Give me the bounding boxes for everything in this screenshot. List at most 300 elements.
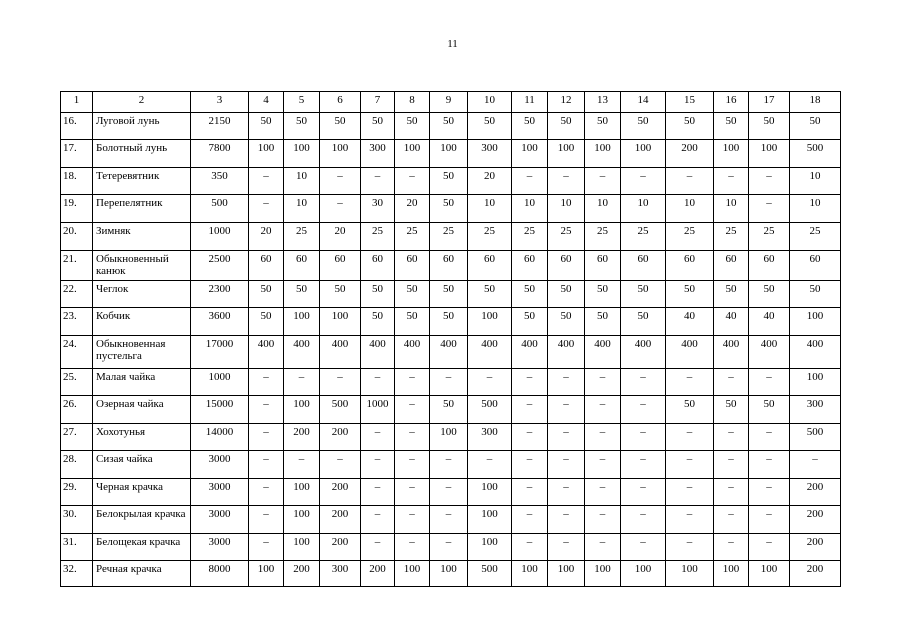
table-cell: 50 xyxy=(249,308,284,336)
column-header: 14 xyxy=(621,92,666,113)
table-cell: 100 xyxy=(430,424,468,451)
table-cell: – xyxy=(512,168,548,195)
table-cell: 200 xyxy=(284,424,320,451)
table-cell: 50 xyxy=(790,113,841,140)
table-cell: 100 xyxy=(512,140,548,168)
table-cell: 3600 xyxy=(191,308,249,336)
table-cell: – xyxy=(585,424,621,451)
row-number: 16. xyxy=(61,113,93,140)
table-cell: – xyxy=(395,479,430,506)
table-cell: – xyxy=(749,534,790,561)
table-cell: 100 xyxy=(249,140,284,168)
table-cell: 100 xyxy=(468,308,512,336)
species-name: Тетеревятник xyxy=(93,168,191,195)
column-header: 15 xyxy=(666,92,714,113)
table-cell: – xyxy=(621,479,666,506)
table-cell: 10 xyxy=(512,195,548,223)
table-cell: – xyxy=(430,506,468,534)
species-name: Озерная чайка xyxy=(93,396,191,424)
table-row xyxy=(61,281,841,308)
table-cell: 25 xyxy=(585,223,621,251)
species-name: Белокрылая крачка xyxy=(93,506,191,534)
table-cell: 30 xyxy=(361,195,395,223)
table-cell: 50 xyxy=(468,113,512,140)
table-cell: 50 xyxy=(395,113,430,140)
table-cell: – xyxy=(468,369,512,396)
table-row xyxy=(61,140,841,168)
table-cell: – xyxy=(249,195,284,223)
table-cell: – xyxy=(361,168,395,195)
table-cell: 20 xyxy=(395,195,430,223)
table-cell: 15000 xyxy=(191,396,249,424)
table-cell: 100 xyxy=(714,140,749,168)
page-number: 11 xyxy=(447,38,458,50)
table-cell: – xyxy=(249,451,284,479)
species-name: Белощекая крачка xyxy=(93,534,191,561)
table-cell: 10 xyxy=(284,168,320,195)
table-row xyxy=(61,336,841,369)
table-cell: – xyxy=(749,424,790,451)
column-header: 13 xyxy=(585,92,621,113)
table-cell: 50 xyxy=(512,113,548,140)
table-cell: 400 xyxy=(714,336,749,369)
table-cell: – xyxy=(666,451,714,479)
table-cell: – xyxy=(395,168,430,195)
table-cell: – xyxy=(548,506,585,534)
table-row xyxy=(61,396,841,424)
table-cell: – xyxy=(585,479,621,506)
table-cell: 200 xyxy=(320,479,361,506)
table-cell: – xyxy=(585,506,621,534)
column-header: 3 xyxy=(191,92,249,113)
column-header: 6 xyxy=(320,92,361,113)
table-cell: 100 xyxy=(790,308,841,336)
row-number: 17. xyxy=(61,140,93,168)
data-table xyxy=(60,91,841,587)
table-cell: – xyxy=(468,451,512,479)
table-cell: 17000 xyxy=(191,336,249,369)
table-cell: – xyxy=(284,369,320,396)
species-name: Малая чайка xyxy=(93,369,191,396)
table-cell: 200 xyxy=(790,506,841,534)
table-cell: 50 xyxy=(430,168,468,195)
table-cell: 100 xyxy=(585,140,621,168)
table-cell: – xyxy=(666,479,714,506)
table-cell: 60 xyxy=(395,251,430,281)
table-cell: 50 xyxy=(548,308,585,336)
table-cell: 3000 xyxy=(191,479,249,506)
table-cell: 50 xyxy=(621,113,666,140)
table-cell: 50 xyxy=(430,113,468,140)
table-cell: 100 xyxy=(284,308,320,336)
table-cell: 400 xyxy=(548,336,585,369)
table-cell: 500 xyxy=(320,396,361,424)
table-cell: – xyxy=(395,451,430,479)
table-cell: – xyxy=(749,369,790,396)
table-cell: 50 xyxy=(548,281,585,308)
table-cell: – xyxy=(249,396,284,424)
column-header: 11 xyxy=(512,92,548,113)
table-cell: 25 xyxy=(749,223,790,251)
table-cell: 100 xyxy=(249,561,284,587)
table-cell: 60 xyxy=(548,251,585,281)
table-row xyxy=(61,561,841,587)
table-cell: 2300 xyxy=(191,281,249,308)
table-cell: 25 xyxy=(395,223,430,251)
table-cell: – xyxy=(320,168,361,195)
table-cell: – xyxy=(548,369,585,396)
table-cell: 50 xyxy=(585,308,621,336)
table-cell: – xyxy=(621,451,666,479)
header-row xyxy=(61,92,841,113)
table-cell: – xyxy=(714,369,749,396)
table-cell: 50 xyxy=(468,281,512,308)
table-cell: 500 xyxy=(790,140,841,168)
table-cell: 40 xyxy=(666,308,714,336)
species-name: Болотный лунь xyxy=(93,140,191,168)
table-cell: 50 xyxy=(621,281,666,308)
table-cell: 400 xyxy=(395,336,430,369)
table-cell: 3000 xyxy=(191,506,249,534)
table-cell: – xyxy=(430,534,468,561)
row-number: 23. xyxy=(61,308,93,336)
species-name: Обыкновенная пустельга xyxy=(93,336,191,369)
table-row xyxy=(61,251,841,281)
species-name: Обыкновенный канюк xyxy=(93,251,191,281)
table-cell: – xyxy=(621,534,666,561)
table-cell: 100 xyxy=(548,561,585,587)
table-cell: – xyxy=(548,396,585,424)
table-cell: 200 xyxy=(320,506,361,534)
table-cell: – xyxy=(714,168,749,195)
table-cell: 7800 xyxy=(191,140,249,168)
table-cell: – xyxy=(621,396,666,424)
table-cell: 2500 xyxy=(191,251,249,281)
table-cell: 50 xyxy=(430,396,468,424)
table-cell: 60 xyxy=(320,251,361,281)
table-cell: 350 xyxy=(191,168,249,195)
row-number: 25. xyxy=(61,369,93,396)
table-cell: 60 xyxy=(585,251,621,281)
table-cell: 400 xyxy=(468,336,512,369)
table-cell: 25 xyxy=(361,223,395,251)
table-cell: 25 xyxy=(790,223,841,251)
table-cell: – xyxy=(666,534,714,561)
table-cell: 200 xyxy=(790,479,841,506)
table-cell: 25 xyxy=(666,223,714,251)
column-header: 7 xyxy=(361,92,395,113)
table-cell: 50 xyxy=(666,281,714,308)
table-cell: 50 xyxy=(249,113,284,140)
table-cell: 100 xyxy=(395,561,430,587)
row-number: 22. xyxy=(61,281,93,308)
table-cell: 25 xyxy=(621,223,666,251)
table-cell: 50 xyxy=(430,195,468,223)
table-cell: 100 xyxy=(284,506,320,534)
row-number: 20. xyxy=(61,223,93,251)
row-number: 26. xyxy=(61,396,93,424)
table-cell: 10 xyxy=(621,195,666,223)
table-cell: 100 xyxy=(284,396,320,424)
table-cell: 200 xyxy=(361,561,395,587)
table-cell: 10 xyxy=(468,195,512,223)
table-cell: – xyxy=(395,369,430,396)
table-cell: 50 xyxy=(284,281,320,308)
table-cell: 300 xyxy=(790,396,841,424)
table-cell: 100 xyxy=(790,369,841,396)
table-cell: 25 xyxy=(512,223,548,251)
table-cell: 20 xyxy=(320,223,361,251)
table-cell: 100 xyxy=(621,140,666,168)
table-cell: 100 xyxy=(714,561,749,587)
table-cell: – xyxy=(249,424,284,451)
species-name: Перепелятник xyxy=(93,195,191,223)
table-cell: 100 xyxy=(468,479,512,506)
table-cell: 50 xyxy=(361,113,395,140)
table-cell: – xyxy=(621,369,666,396)
row-number: 30. xyxy=(61,506,93,534)
table-cell: 14000 xyxy=(191,424,249,451)
table-cell: 50 xyxy=(395,281,430,308)
table-cell: – xyxy=(548,534,585,561)
table-cell: 50 xyxy=(749,281,790,308)
table-cell: – xyxy=(749,479,790,506)
row-number: 28. xyxy=(61,451,93,479)
table-cell: – xyxy=(621,506,666,534)
column-header: 1 xyxy=(61,92,93,113)
table-cell: – xyxy=(714,424,749,451)
table-cell: 100 xyxy=(749,561,790,587)
table-cell: – xyxy=(249,479,284,506)
table-cell: – xyxy=(430,451,468,479)
table-cell: 50 xyxy=(512,308,548,336)
table-row xyxy=(61,424,841,451)
table-cell: 10 xyxy=(666,195,714,223)
table-cell: 25 xyxy=(714,223,749,251)
table-cell: – xyxy=(249,506,284,534)
row-number: 18. xyxy=(61,168,93,195)
table-cell: 50 xyxy=(430,308,468,336)
row-number: 27. xyxy=(61,424,93,451)
table-cell: – xyxy=(361,506,395,534)
table-cell: 100 xyxy=(395,140,430,168)
table-cell: – xyxy=(749,168,790,195)
row-number: 19. xyxy=(61,195,93,223)
table-cell: 500 xyxy=(191,195,249,223)
table-cell: 2150 xyxy=(191,113,249,140)
table-cell: 25 xyxy=(284,223,320,251)
table-cell: 60 xyxy=(468,251,512,281)
table-cell: – xyxy=(621,168,666,195)
table-cell: – xyxy=(666,506,714,534)
table-cell: 50 xyxy=(749,113,790,140)
species-name: Зимняк xyxy=(93,223,191,251)
column-header: 2 xyxy=(93,92,191,113)
species-name: Сизая чайка xyxy=(93,451,191,479)
table-cell: – xyxy=(512,506,548,534)
table-cell: 50 xyxy=(585,113,621,140)
table-cell: 300 xyxy=(468,140,512,168)
table-cell: – xyxy=(395,424,430,451)
table-cell: – xyxy=(395,534,430,561)
column-header: 5 xyxy=(284,92,320,113)
species-name: Черная крачка xyxy=(93,479,191,506)
table-cell: – xyxy=(512,396,548,424)
table-cell: – xyxy=(548,479,585,506)
table-cell: – xyxy=(512,369,548,396)
table-cell: 400 xyxy=(320,336,361,369)
table-cell: – xyxy=(361,479,395,506)
column-header: 18 xyxy=(790,92,841,113)
table-cell: 10 xyxy=(790,168,841,195)
table-cell: – xyxy=(395,506,430,534)
table-cell: 25 xyxy=(548,223,585,251)
table-cell: 100 xyxy=(320,308,361,336)
table-cell: 400 xyxy=(430,336,468,369)
column-header: 16 xyxy=(714,92,749,113)
column-header: 17 xyxy=(749,92,790,113)
table-cell: 40 xyxy=(749,308,790,336)
table-cell: 300 xyxy=(320,561,361,587)
table-cell: 100 xyxy=(284,140,320,168)
table-cell: – xyxy=(512,424,548,451)
table-cell: – xyxy=(361,369,395,396)
row-number: 29. xyxy=(61,479,93,506)
row-number: 32. xyxy=(61,561,93,587)
table-cell: – xyxy=(548,168,585,195)
table-cell: 40 xyxy=(714,308,749,336)
table-cell: – xyxy=(666,424,714,451)
table-cell: 50 xyxy=(666,396,714,424)
table-cell: 60 xyxy=(790,251,841,281)
table-cell: 50 xyxy=(361,281,395,308)
table-cell: – xyxy=(430,479,468,506)
table-cell: 400 xyxy=(249,336,284,369)
table-cell: 50 xyxy=(320,281,361,308)
table-cell: – xyxy=(666,168,714,195)
table-cell: 500 xyxy=(468,396,512,424)
table-cell: 50 xyxy=(790,281,841,308)
table-cell: – xyxy=(249,369,284,396)
table-cell: – xyxy=(666,369,714,396)
table-cell: 300 xyxy=(361,140,395,168)
table-cell: 200 xyxy=(320,424,361,451)
table-cell: 50 xyxy=(714,113,749,140)
table-cell: 400 xyxy=(790,336,841,369)
table-cell: 50 xyxy=(430,281,468,308)
table-cell: – xyxy=(361,424,395,451)
species-name: Чеглок xyxy=(93,281,191,308)
table-cell: 400 xyxy=(512,336,548,369)
table-cell: 60 xyxy=(666,251,714,281)
table-cell: 20 xyxy=(468,168,512,195)
table-cell: 60 xyxy=(249,251,284,281)
table-cell: 25 xyxy=(468,223,512,251)
table-cell: 400 xyxy=(361,336,395,369)
table-cell: – xyxy=(585,168,621,195)
row-number: 21. xyxy=(61,251,93,281)
table-row xyxy=(61,168,841,195)
table-cell: – xyxy=(714,506,749,534)
table-cell: 500 xyxy=(790,424,841,451)
table-cell: 50 xyxy=(512,281,548,308)
table-row xyxy=(61,451,841,479)
table-cell: 1000 xyxy=(191,369,249,396)
table-cell: 50 xyxy=(749,396,790,424)
table-cell: – xyxy=(585,369,621,396)
table-cell: 50 xyxy=(320,113,361,140)
table-cell: 3000 xyxy=(191,534,249,561)
column-header: 9 xyxy=(430,92,468,113)
table-cell: 100 xyxy=(284,534,320,561)
table-cell: – xyxy=(320,369,361,396)
table-cell: – xyxy=(512,479,548,506)
table-cell: 400 xyxy=(621,336,666,369)
table-cell: – xyxy=(749,195,790,223)
table-cell: – xyxy=(548,424,585,451)
table-cell: – xyxy=(512,534,548,561)
table-cell: 50 xyxy=(714,281,749,308)
table-cell: – xyxy=(714,479,749,506)
row-number: 24. xyxy=(61,336,93,369)
table-cell: – xyxy=(320,451,361,479)
species-name: Луговой лунь xyxy=(93,113,191,140)
column-header: 12 xyxy=(548,92,585,113)
table-cell: 100 xyxy=(430,140,468,168)
table-cell: – xyxy=(249,168,284,195)
table-cell: 100 xyxy=(749,140,790,168)
table-cell: – xyxy=(790,451,841,479)
table-cell: 100 xyxy=(284,479,320,506)
table-cell: – xyxy=(585,534,621,561)
table-cell: 200 xyxy=(666,140,714,168)
table-row xyxy=(61,308,841,336)
table-cell: 10 xyxy=(548,195,585,223)
table-cell: – xyxy=(621,424,666,451)
table-cell: 60 xyxy=(430,251,468,281)
table-cell: 3000 xyxy=(191,451,249,479)
table-cell: 20 xyxy=(249,223,284,251)
species-name: Хохотунья xyxy=(93,424,191,451)
table-cell: – xyxy=(320,195,361,223)
table-cell: 200 xyxy=(790,561,841,587)
table-cell: 100 xyxy=(585,561,621,587)
table-cell: 200 xyxy=(320,534,361,561)
table-cell: – xyxy=(585,396,621,424)
table-row xyxy=(61,369,841,396)
table-cell: 50 xyxy=(666,113,714,140)
table-cell: 10 xyxy=(790,195,841,223)
table-cell: 50 xyxy=(395,308,430,336)
table-cell: – xyxy=(430,369,468,396)
row-number: 31. xyxy=(61,534,93,561)
table-cell: 100 xyxy=(468,534,512,561)
table-cell: 50 xyxy=(548,113,585,140)
table-cell: 25 xyxy=(430,223,468,251)
table-row xyxy=(61,534,841,561)
table-cell: 100 xyxy=(666,561,714,587)
table-cell: 1000 xyxy=(191,223,249,251)
table-cell: 500 xyxy=(468,561,512,587)
table-cell: 60 xyxy=(512,251,548,281)
table-cell: 60 xyxy=(621,251,666,281)
table-cell: – xyxy=(714,451,749,479)
table-cell: – xyxy=(249,534,284,561)
table-cell: 10 xyxy=(284,195,320,223)
table-cell: 100 xyxy=(320,140,361,168)
table-cell: – xyxy=(749,451,790,479)
table-row xyxy=(61,195,841,223)
